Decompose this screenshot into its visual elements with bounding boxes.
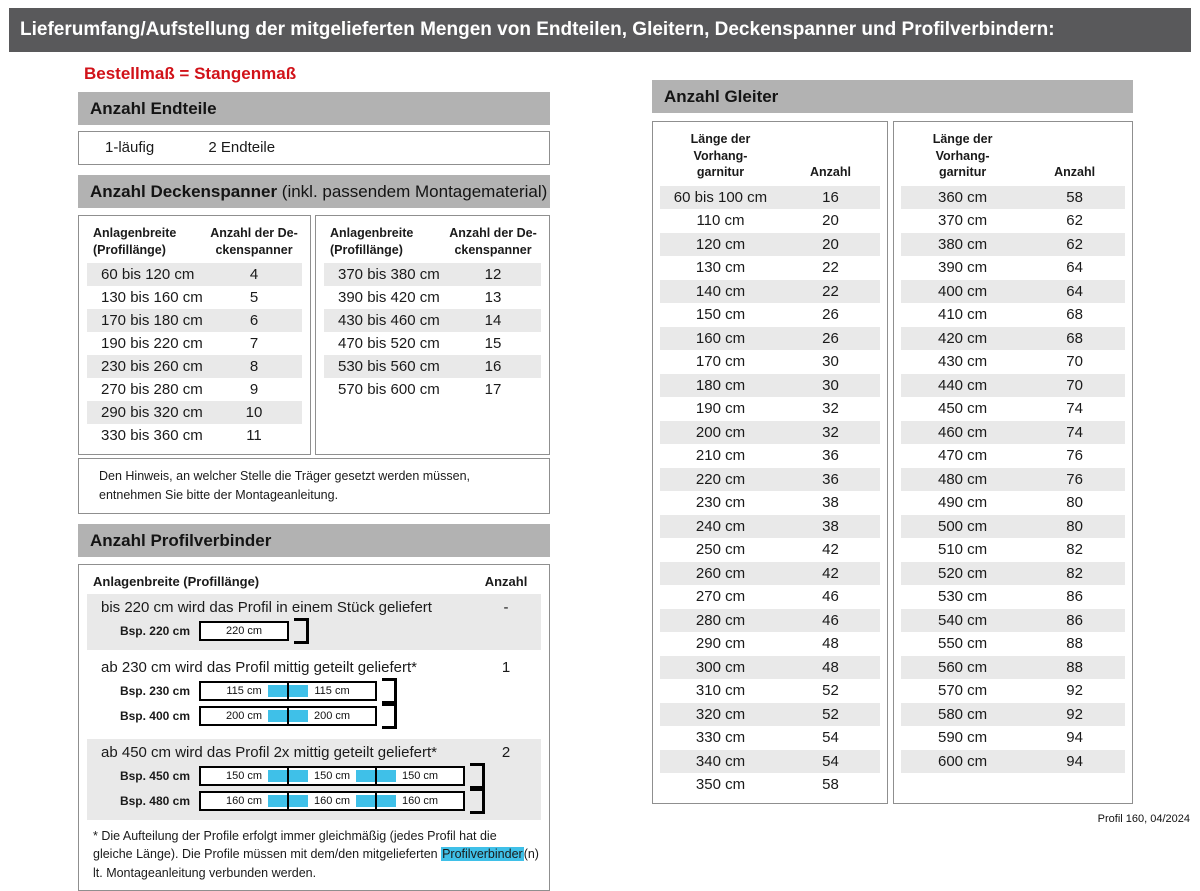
section-header-deckenspanner xyxy=(78,175,550,208)
profile-diagrams xyxy=(87,619,541,644)
count-cell: 15 xyxy=(484,335,502,352)
length-cell: 130 cm xyxy=(695,259,746,276)
count-cell: 70 xyxy=(1066,376,1083,394)
table-row xyxy=(660,444,880,468)
table-row xyxy=(901,421,1125,445)
count-cell: 12 xyxy=(484,266,502,283)
deckenspanner-tables xyxy=(78,215,550,455)
column-header-laenge: Länge der Vorhang- garnitur xyxy=(690,132,751,179)
profile-diagrams xyxy=(87,679,541,729)
section-title-rest: (inkl. passendem Montagematerial) xyxy=(277,182,548,201)
table-row xyxy=(901,562,1125,586)
range-cell: 570 bis 600 cm xyxy=(338,381,440,398)
length-cell: 510 cm xyxy=(937,541,988,558)
table-row xyxy=(901,585,1125,609)
length-cell: 560 cm xyxy=(937,658,988,676)
count-cell: 94 xyxy=(1066,729,1083,746)
profile-segments xyxy=(199,766,465,786)
page-title: Lieferumfang/Aufstellung der mitgelieferten Mengen von Endteilen, Gleitern, Deckenspanner und Profilverbindern: xyxy=(9,8,1191,52)
table-body xyxy=(87,263,302,447)
count-cell: 76 xyxy=(1066,470,1083,488)
end-bracket-icon xyxy=(470,788,485,814)
table-row xyxy=(87,401,302,424)
document-reference: Profil 160, 04/2024 xyxy=(1097,813,1190,825)
group-rule-row xyxy=(87,657,541,679)
length-cell: 450 cm xyxy=(937,400,988,417)
length-cell: 480 cm xyxy=(937,470,988,488)
end-bracket-icon xyxy=(294,618,309,644)
profilverbinder-table xyxy=(78,564,550,891)
length-cell: 600 cm xyxy=(937,752,988,770)
table-body xyxy=(660,186,880,797)
profile-segment: 200 cm xyxy=(199,706,289,726)
length-cell: 250 cm xyxy=(695,541,746,558)
table-row xyxy=(660,515,880,539)
profile-segment: 115 cm xyxy=(199,681,289,701)
table-row xyxy=(901,233,1125,257)
table-header xyxy=(87,574,541,589)
profile-segment: 220 cm xyxy=(199,621,289,641)
table-row xyxy=(660,209,880,233)
count-cell: 1 xyxy=(501,658,511,676)
table-row xyxy=(901,538,1125,562)
endteile-row xyxy=(78,131,550,165)
count-cell: 22 xyxy=(822,259,839,276)
length-cell: 150 cm xyxy=(695,306,746,323)
profile-example-row xyxy=(87,704,541,729)
count-cell: 74 xyxy=(1066,400,1083,417)
table-row xyxy=(901,397,1125,421)
length-cell: 310 cm xyxy=(695,682,746,699)
table-row xyxy=(901,679,1125,703)
right-column xyxy=(652,80,1133,804)
end-bracket-icon xyxy=(382,678,397,704)
count-cell: 7 xyxy=(249,335,259,352)
length-cell: 590 cm xyxy=(937,729,988,746)
profile-segment: 150 cm xyxy=(287,766,377,786)
table-row xyxy=(660,726,880,750)
table-row xyxy=(660,186,880,210)
profile-example-row xyxy=(87,619,541,644)
profile-segment: 150 cm xyxy=(199,766,289,786)
length-cell: 110 cm xyxy=(696,212,745,229)
profile-bar xyxy=(199,703,397,729)
range-cell: 430 bis 460 cm xyxy=(338,312,440,329)
table-row xyxy=(324,263,541,286)
count-cell: 54 xyxy=(822,729,839,746)
rule-text: ab 450 cm wird das Profil 2x mittig geteilt geliefert* xyxy=(101,743,437,761)
section-title-bold: Anzahl Deckenspanner xyxy=(90,182,278,201)
table-row xyxy=(660,397,880,421)
count-cell: 32 xyxy=(822,423,839,441)
count-cell: 16 xyxy=(484,358,502,375)
length-cell: 430 cm xyxy=(937,353,988,370)
profile-segments xyxy=(199,791,465,811)
section-header-endteile: Anzahl Endteile xyxy=(78,92,550,125)
table-row xyxy=(901,444,1125,468)
table-row xyxy=(901,327,1125,351)
table-row xyxy=(660,773,880,797)
count-cell: 46 xyxy=(822,588,839,605)
count-cell: 76 xyxy=(1066,447,1083,464)
count-cell: 20 xyxy=(822,235,839,253)
length-cell: 440 cm xyxy=(937,376,988,394)
count-cell: 94 xyxy=(1066,752,1083,770)
profile-bar xyxy=(199,678,397,704)
profilverbinder-connector xyxy=(356,795,396,807)
count-cell: 26 xyxy=(822,329,839,347)
count-cell: 46 xyxy=(822,611,839,629)
profile-example-row xyxy=(87,789,541,814)
table-row xyxy=(901,350,1125,374)
count-cell: 22 xyxy=(822,282,839,300)
length-cell: 200 cm xyxy=(695,423,746,441)
length-cell: 140 cm xyxy=(695,282,746,300)
table-row xyxy=(901,303,1125,327)
count-cell: 16 xyxy=(822,188,839,206)
length-cell: 580 cm xyxy=(937,705,988,723)
length-cell: 570 cm xyxy=(937,682,988,699)
column-header-anlagenbreite: Anlagenbreite (Profillänge) xyxy=(93,226,177,257)
count-cell: 80 xyxy=(1066,517,1083,535)
table-row xyxy=(660,327,880,351)
length-cell: 210 cm xyxy=(695,447,746,464)
group-rule-row xyxy=(87,742,541,764)
profile-segments xyxy=(199,621,289,641)
length-cell: 220 cm xyxy=(695,470,746,488)
count-cell: 38 xyxy=(822,494,839,511)
table-row xyxy=(660,750,880,774)
group-rule-row xyxy=(87,597,541,619)
table-row xyxy=(660,491,880,515)
count-cell: 52 xyxy=(822,705,839,723)
gleiter-table-left xyxy=(652,121,888,804)
column-header-laenge: Länge der Vorhang- garnitur xyxy=(932,132,993,179)
length-cell: 190 cm xyxy=(695,400,746,417)
profile-bar xyxy=(199,763,485,789)
table-header xyxy=(87,225,302,258)
count-cell: 82 xyxy=(1066,541,1083,558)
example-label: Bsp. 450 cm xyxy=(119,769,190,783)
length-cell: 420 cm xyxy=(937,329,988,347)
table-row xyxy=(901,186,1125,210)
column-header-anzahl-deckenspanner: Anzahl der De- ckenspanner xyxy=(210,226,298,257)
count-cell: 68 xyxy=(1066,306,1083,323)
profile-segment: 160 cm xyxy=(287,791,377,811)
count-cell: 42 xyxy=(822,564,839,582)
count-cell: 92 xyxy=(1066,682,1083,699)
length-cell: 500 cm xyxy=(937,517,988,535)
count-cell: 5 xyxy=(249,289,259,306)
profile-segment: 150 cm xyxy=(375,766,465,786)
table-row xyxy=(660,609,880,633)
table-row xyxy=(660,703,880,727)
length-cell: 340 cm xyxy=(695,752,746,770)
count-cell: 86 xyxy=(1066,611,1083,629)
table-row xyxy=(87,424,302,447)
length-cell: 170 cm xyxy=(695,353,746,370)
count-cell: 82 xyxy=(1066,564,1083,582)
count-cell: 42 xyxy=(822,541,839,558)
deckenspanner-table-left xyxy=(78,215,311,455)
section-header-gleiter: Anzahl Gleiter xyxy=(652,80,1133,113)
table-row xyxy=(901,703,1125,727)
table-body xyxy=(901,186,1125,774)
profile-diagrams xyxy=(87,764,541,814)
table-row xyxy=(87,378,302,401)
length-cell: 240 cm xyxy=(695,517,746,535)
count-cell: 9 xyxy=(249,381,259,398)
table-row xyxy=(660,632,880,656)
endteile-count-cell: 2 Endteile xyxy=(208,139,276,156)
profile-segments xyxy=(199,706,377,726)
range-cell: 130 bis 160 cm xyxy=(101,289,203,306)
range-cell: 330 bis 360 cm xyxy=(101,427,203,444)
profilverbinder-connector xyxy=(268,710,308,722)
table-row xyxy=(901,726,1125,750)
count-cell: 88 xyxy=(1066,635,1083,652)
profile-bar xyxy=(199,788,485,814)
profilverbinder-group-3 xyxy=(87,739,541,820)
table-row xyxy=(901,632,1125,656)
range-cell: 190 bis 220 cm xyxy=(101,335,203,352)
count-cell: 6 xyxy=(249,312,259,329)
count-cell: 86 xyxy=(1066,588,1083,605)
profile-segment: 160 cm xyxy=(199,791,289,811)
count-cell: 38 xyxy=(822,517,839,535)
length-cell: 540 cm xyxy=(937,611,988,629)
count-cell: 8 xyxy=(249,358,259,375)
count-cell: 20 xyxy=(822,212,839,229)
profilverbinder-connector xyxy=(356,770,396,782)
count-cell: 74 xyxy=(1066,423,1083,441)
table-row xyxy=(901,491,1125,515)
count-cell: 13 xyxy=(484,289,502,306)
end-bracket-icon xyxy=(470,763,485,789)
count-cell: 62 xyxy=(1066,212,1083,229)
table-row xyxy=(901,468,1125,492)
profile-segment: 160 cm xyxy=(375,791,465,811)
count-cell: 62 xyxy=(1066,235,1083,253)
example-label: Bsp. 400 cm xyxy=(119,709,190,723)
count-cell: 48 xyxy=(822,635,839,652)
left-column xyxy=(78,92,550,891)
table-row xyxy=(660,562,880,586)
range-cell: 530 bis 560 cm xyxy=(338,358,440,375)
table-row xyxy=(324,378,541,401)
order-size-note: Bestellmaß = Stangenmaß xyxy=(84,64,297,83)
range-cell: 270 bis 280 cm xyxy=(101,381,203,398)
length-cell: 360 cm xyxy=(937,188,988,206)
length-cell: 400 cm xyxy=(937,282,988,300)
table-row xyxy=(901,515,1125,539)
column-header-anlagenbreite: Anlagenbreite (Profillänge) xyxy=(330,226,414,257)
count-cell: 80 xyxy=(1066,494,1083,511)
footnote-text: * Die Aufteilung der Profile erfolgt immer gleichmäßig (jedes Profil hat die gleiche Länge). Die Profile müssen mit dem/den mitgelieferten xyxy=(93,828,497,862)
length-cell: 350 cm xyxy=(695,776,746,793)
count-cell: 70 xyxy=(1066,353,1083,370)
column-header-anlagenbreite: Anlagenbreite (Profillänge) xyxy=(93,573,260,589)
range-cell: 60 bis 120 cm xyxy=(101,266,195,283)
count-cell: 17 xyxy=(484,381,502,398)
table-row xyxy=(660,280,880,304)
length-cell: 60 bis 100 cm xyxy=(673,188,768,206)
length-cell: 390 cm xyxy=(937,259,988,276)
table-row xyxy=(324,355,541,378)
count-cell: 14 xyxy=(484,312,502,329)
count-cell: 68 xyxy=(1066,329,1083,347)
table-header xyxy=(901,131,1125,181)
length-cell: 330 cm xyxy=(695,729,746,746)
length-cell: 550 cm xyxy=(937,635,988,652)
length-cell: 260 cm xyxy=(695,564,746,582)
count-cell: 88 xyxy=(1066,658,1083,676)
gleiter-tables xyxy=(652,121,1133,804)
table-header xyxy=(660,131,880,181)
table-row xyxy=(324,286,541,309)
profile-segment: 115 cm xyxy=(287,681,377,701)
table-header xyxy=(324,225,541,258)
count-cell: 54 xyxy=(822,752,839,770)
count-cell: 64 xyxy=(1066,282,1083,300)
column-header-anzahl: Anzahl xyxy=(1054,165,1096,179)
table-row xyxy=(660,538,880,562)
table-row xyxy=(660,656,880,680)
range-cell: 170 bis 180 cm xyxy=(101,312,203,329)
profile-segments xyxy=(199,681,377,701)
profile-example-row xyxy=(87,764,541,789)
length-cell: 530 cm xyxy=(937,588,988,605)
table-row xyxy=(901,280,1125,304)
length-cell: 470 cm xyxy=(937,447,988,464)
profile-example-row xyxy=(87,679,541,704)
end-bracket-icon xyxy=(382,703,397,729)
table-row xyxy=(660,256,880,280)
table-row xyxy=(660,679,880,703)
table-row xyxy=(660,303,880,327)
range-cell: 290 bis 320 cm xyxy=(101,404,203,421)
count-cell: 36 xyxy=(822,447,839,464)
profile-bar xyxy=(199,618,309,644)
example-label: Bsp. 220 cm xyxy=(119,624,190,638)
count-cell: - xyxy=(503,598,509,616)
profilverbinder-connector xyxy=(268,770,308,782)
column-header-anzahl: Anzahl xyxy=(484,573,528,589)
count-cell: 58 xyxy=(822,776,839,793)
count-cell: 4 xyxy=(249,266,259,283)
length-cell: 270 cm xyxy=(695,588,746,605)
count-cell: 30 xyxy=(822,376,839,394)
table-row xyxy=(660,468,880,492)
table-row xyxy=(901,256,1125,280)
length-cell: 520 cm xyxy=(937,564,988,582)
length-cell: 120 cm xyxy=(695,235,746,253)
count-cell: 11 xyxy=(246,427,262,444)
table-row xyxy=(901,750,1125,774)
count-cell: 32 xyxy=(822,400,839,417)
footnote-text: (n) lt. Montageanleitung verbunden werden. xyxy=(93,847,539,880)
column-header-anzahl-deckenspanner: Anzahl der De- ckenspanner xyxy=(449,226,537,257)
count-cell: 64 xyxy=(1066,259,1083,276)
table-row xyxy=(660,374,880,398)
deckenspanner-table-right xyxy=(315,215,550,455)
range-cell: 390 bis 420 cm xyxy=(338,289,440,306)
count-cell: 92 xyxy=(1066,705,1083,723)
section-header-profilverbinder: Anzahl Profilverbinder xyxy=(78,524,550,557)
length-cell: 370 cm xyxy=(937,212,988,229)
table-row xyxy=(901,209,1125,233)
count-cell: 10 xyxy=(245,404,263,421)
count-cell: 26 xyxy=(822,306,839,323)
range-cell: 230 bis 260 cm xyxy=(101,358,203,375)
length-cell: 160 cm xyxy=(695,329,746,347)
table-row xyxy=(324,332,541,355)
profile-segment: 200 cm xyxy=(287,706,377,726)
length-cell: 290 cm xyxy=(695,635,746,652)
table-row xyxy=(87,309,302,332)
length-cell: 280 cm xyxy=(695,611,746,629)
count-cell: 30 xyxy=(822,353,839,370)
column-header-anzahl: Anzahl xyxy=(810,165,851,179)
montage-note: Den Hinweis, an welcher Stelle die Träger gesetzt werden müssen, entnehmen Sie bitte der Montageanleitung. xyxy=(78,458,550,514)
table-row xyxy=(901,609,1125,633)
range-cell: 370 bis 380 cm xyxy=(338,266,440,283)
length-cell: 380 cm xyxy=(937,235,988,253)
length-cell: 230 cm xyxy=(695,494,746,511)
example-label: Bsp. 230 cm xyxy=(119,684,190,698)
table-row xyxy=(660,350,880,374)
count-cell: 58 xyxy=(1066,188,1083,206)
profilverbinder-connector xyxy=(268,795,308,807)
profilverbinder-group-2 xyxy=(87,654,541,735)
table-row xyxy=(324,309,541,332)
table-row xyxy=(660,421,880,445)
table-row xyxy=(660,233,880,257)
gleiter-table-right xyxy=(893,121,1133,804)
length-cell: 410 cm xyxy=(937,306,988,323)
table-row xyxy=(87,263,302,286)
table-row xyxy=(87,355,302,378)
count-cell: 2 xyxy=(501,743,511,761)
table-body xyxy=(324,263,541,401)
table-row xyxy=(87,286,302,309)
length-cell: 320 cm xyxy=(695,705,746,723)
rule-text: ab 230 cm wird das Profil mittig geteilt geliefert* xyxy=(101,658,417,676)
profilverbinder-group-1 xyxy=(87,594,541,650)
rule-text: bis 220 cm wird das Profil in einem Stück geliefert xyxy=(101,598,432,616)
count-cell: 52 xyxy=(822,682,839,699)
range-cell: 470 bis 520 cm xyxy=(338,335,440,352)
length-cell: 490 cm xyxy=(937,494,988,511)
count-cell: 48 xyxy=(822,658,839,676)
length-cell: 180 cm xyxy=(695,376,746,394)
endteile-lauf-cell: 1-läufig xyxy=(105,139,155,156)
footnote-highlight: Profilverbinder xyxy=(442,847,523,862)
table-row xyxy=(901,656,1125,680)
length-cell: 460 cm xyxy=(937,423,988,441)
table-row xyxy=(660,585,880,609)
table-row xyxy=(87,332,302,355)
example-label: Bsp. 480 cm xyxy=(119,794,190,808)
table-row xyxy=(901,374,1125,398)
length-cell: 300 cm xyxy=(695,658,746,676)
count-cell: 36 xyxy=(822,470,839,488)
profilverbinder-connector xyxy=(268,685,308,697)
